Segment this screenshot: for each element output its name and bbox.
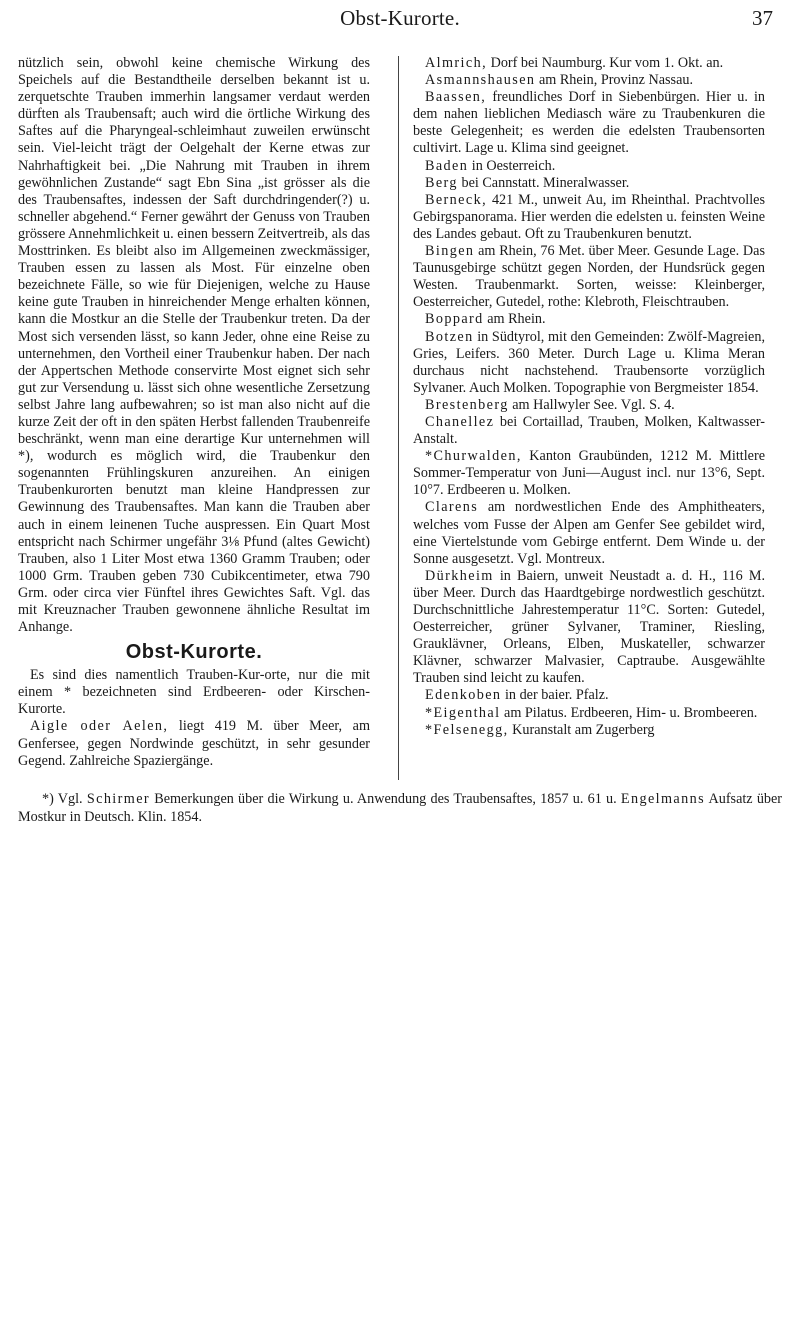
entry-name: Clarens — [425, 499, 479, 516]
entry-baassen — [413, 89, 765, 157]
running-header — [0, 6, 800, 36]
entry-duerkheim — [413, 568, 765, 688]
entry-name: Botzen — [425, 328, 474, 345]
footnote — [18, 791, 782, 826]
entry-edenkoben — [413, 687, 765, 704]
footnote-marker: *) Vgl. — [42, 791, 83, 807]
entry-name: Aigle oder Aelen, — [30, 718, 169, 735]
entry-text: 421 M., unweit Au, im Rheinthal. Prachtvolles Gebirgspanorama. Hier werden die edelsten u. feinsten Weine des Landes gebaut. Oft zu Traubenkuren benutzt. — [413, 191, 765, 242]
section-heading: Obst-Kurorte. — [125, 641, 263, 664]
entry-text: am Rhein, 76 Met. über Meer. Gesunde Lage. Das Taunusgebirge schützt gegen Norden, der Hundsrück gegen Westen. Traubenmarkt. Sorten, weisse: Kleinberger, Oesterreicher, Gutedel, rothe: Klebroth, Fleischtrauben. — [413, 243, 765, 311]
entry-baden — [413, 158, 765, 175]
entry-name: Brestenberg — [425, 396, 509, 413]
entry-text: am nordwestlichen Ende des Amphitheaters, welches vom Fusse der Alpen am Genfer See gebildet wird, eine Viertelstunde vom Gebirge entfernt. Dem Winde u. der Sonne ausgesetzt. Vgl. Montreux. — [413, 499, 765, 567]
entry-text: am Rhein, Provinz Nassau. — [535, 72, 694, 89]
entry-text: am Pilatus. Erdbeeren, Him- u. Brombeeren. — [500, 704, 758, 721]
entry-text: liegt 419 M. über Meer, am Genfersee, gegen Nordwinde geschützt, in sehr gesunder Gegend. Zahlreiche Spaziergänge. — [18, 718, 370, 769]
entry-asmannshausen — [413, 72, 765, 89]
entry-name: *Felsenegg, — [425, 721, 509, 738]
right-column — [413, 55, 765, 739]
entry-almrich — [413, 55, 765, 72]
entry-name: Baden — [425, 157, 469, 174]
entry-berg — [413, 175, 765, 192]
entry-name: Bingen — [425, 243, 475, 260]
entry-name: Boppard — [425, 311, 484, 328]
entry-name: Asmannshausen — [425, 72, 536, 89]
entry-text: Dorf bei Naumburg. Kur vom 1. Okt. an. — [487, 55, 724, 71]
entry-botzen — [413, 329, 765, 397]
section-intro: Es sind dies namentlich Trauben-Kur-orte, nur die mit einem * bezeichneten sind Erdbeeren- oder Kirschen-Kurorte. — [18, 667, 370, 718]
entry-text: am Rhein. — [483, 311, 546, 328]
entry-name: Chanellez — [425, 413, 495, 430]
entry-brestenberg — [413, 397, 765, 414]
entry-name: Dürkheim — [425, 567, 494, 584]
entry-churwalden — [413, 448, 765, 499]
running-title: Obst-Kurorte. — [340, 6, 460, 30]
entry-text: bei Cannstatt. Mineralwasser. — [457, 174, 630, 191]
entry-name: Edenkoben — [425, 687, 502, 704]
entry-text: Kuranstalt am Zugerberg — [508, 721, 655, 738]
entry-chanellez — [413, 414, 765, 448]
entry-name: *Eigenthal — [425, 704, 501, 721]
entry-text: in Baiern, unweit Neustadt a. d. H., 116 M. über Meer. Durch das Haardtgebirge nordwestlich geschützt. Durchschnittliche Jahrestemperatur 11°C. Sorten: Gutedel, Oesterreicher, grüner Sylvaner, Traminer, Riesling, Grauklävner, Orleans, Elben, Muskateller, schwarzer Klävner, schwarzer Malvasier, Captraube. Ausgewählte Trauben sind leicht zu kaufen. — [413, 567, 765, 687]
entry-text: in Südtyrol, mit den Gemeinden: Zwölf-Magreien, Gries, Leifers. 360 Meter. Durch Lage u. Klima Meran durchaus nicht nachstehend. Traubensorte vorzüglich Sylvaner. Auch Molken. Topographie von Bergmeister 1854. — [413, 328, 765, 396]
entry-name: Almrich, — [425, 55, 488, 71]
entry-clarens — [413, 499, 765, 567]
entry-bingen — [413, 243, 765, 311]
entry-text: Kanton Graubünden, 1212 M. Mittlere Sommer-Temperatur von Juni—August incl. nur 13°6, Sept. 10°7. Erdbeeren u. Molken. — [413, 448, 765, 499]
entry-aigle — [18, 718, 370, 769]
entry-eigenthal — [413, 705, 765, 722]
entry-text: am Hallwyler See. Vgl. S. 4. — [508, 396, 675, 413]
page-number: 37 — [752, 6, 773, 30]
footnote-text-part: Aufsatz über Mostkur in Deutsch. Klin. 1854. — [18, 791, 783, 825]
footnote-text — [18, 791, 782, 826]
entry-text: bei Cortaillad, Trauben, Molken, Kaltwasser-Anstalt. — [413, 413, 765, 448]
column-divider — [398, 56, 399, 780]
footnote-author: Schirmer — [86, 791, 151, 807]
left-column — [18, 55, 370, 770]
entry-felsenegg — [413, 722, 765, 739]
entry-text: freundliches Dorf in Siebenbürgen. Hier u. in dem nahen lieblichen Mediasch wäre zu Traubenkuren die beste Gelegenheit; es werden die edelsten Traubensorten cultivirt. Lage u. Klima sind geeignet. — [413, 89, 765, 157]
paragraph-continued: nützlich sein, obwohl keine chemische Wirkung des Speichels auf die Bestandtheile derselben bekannt ist u. zerquetschte Trauben immerhin langsamer verdaut werden dürften als Traubensaft; auch wird die örtliche Wirkung des Saftes auf die Pharyngeal-schleimhaut zuweilen erwünscht sein. Viel-leicht trägt der Oelgehalt der Kerne etwas zur Nahrhaftigkeit bei. „Die Nahrung mit Trauben in ihrem gewöhnlichen Zustande“ sagt Ebn Sina „ist grösser als die des Traubensaftes, indessen der Saft durchdringender(?) u. schneller abgehend.“ Ferner gewährt der Genuss von Trauben grössere Annehmlichkeit u. einen bessern Zeitvertreib, als das Mosttrinken. Es bleibt also im Allgemeinen zweckmässiger, Trauben essen zu lassen als Most. Für einzelne oben bezeichnete Fälle, so wie für Diejenigen, welche zu Hause keine gute Trauben in hinreichender Menge erhalten können, kann die Mostkur an die Stelle der Traubenkur treten. Da der Most sich versenden lässt, so kann Jeder, ohne eine Reise zu unternehmen, den Vortheil einer Traubenkur haben. Der nach der Appertschen Methode conservirte Most eignet sich sehr gut zur Versendung u. lässt sich ohne wesentliche Zersetzung selbst Jahre lang aufbewahren; so ist man also nicht auf die kurze Zeit der oft in den späten Herbst fallenden Traubenreife beschränkt, wenn man eine derartige Kur unternehmen will *), wodurch es möglich wird, die Traubenkur den sogenannten Frühlingskuren anzureihen. An einigen Traubenkurorten benutzt man kleine Handpressen zur Gewinnung des Traubensaftes. Man kann die Trauben aber auch in einem leinenen Tuche auspressen. Ein Quart Most entspricht nach Schirmer ungefähr 3⅛ Pfund (altes Gewicht) Trauben, also 1 Liter Most etwa 1360 Gramm Trauben; oder 1000 Grm. Trauben geben 730 Cubikcentimeter, etwa 790 Grm. oder circa vier Fünftel ihres Gewichtes Saft. Vgl. das mit Kreuznacher Trauben gewonnene ähnliche Resultat im Anhange. — [18, 55, 370, 636]
footnote-text-part: Bemerkungen über die Wirkung u. Anwendung des Traubensaftes, 1857 u. 61 u. — [150, 791, 617, 807]
entry-berneck — [413, 192, 765, 243]
entry-text: in Oesterreich. — [468, 157, 556, 174]
entry-name: *Churwalden, — [425, 448, 522, 465]
entry-name: Berneck, — [425, 191, 488, 208]
entry-name: Baassen, — [425, 89, 487, 106]
entry-name: Berg — [425, 174, 458, 191]
entry-text: in der baier. Pfalz. — [501, 687, 609, 704]
entry-boppard — [413, 311, 765, 328]
footnote-author: Engelmanns — [620, 791, 706, 807]
